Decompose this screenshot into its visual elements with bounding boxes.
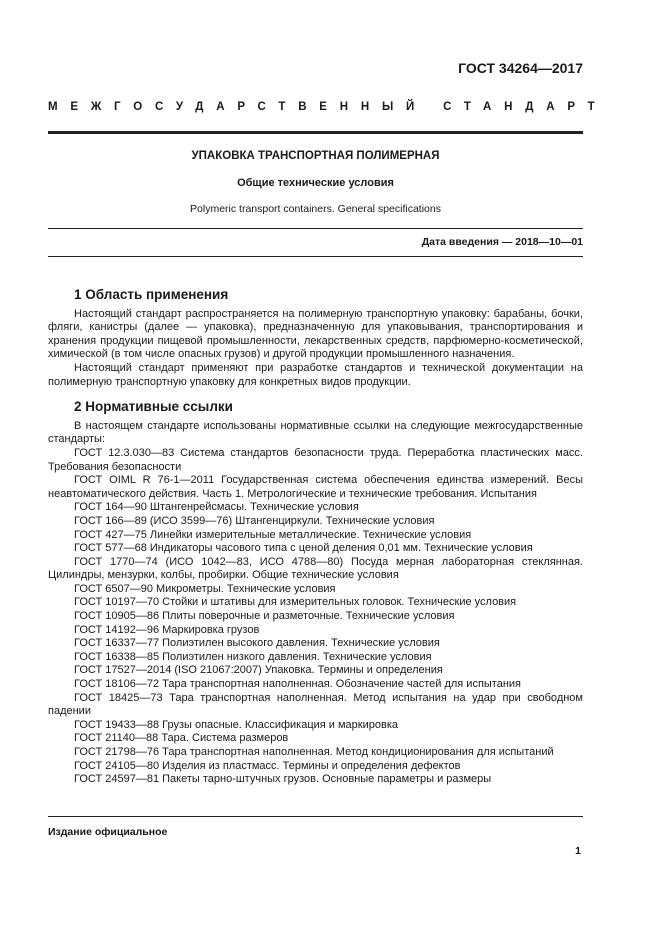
reference-item: ГОСТ 21798—76 Тара транспортная наполненная. Метод кондиционирования для испытаний (74, 746, 554, 758)
page-number: 1 (575, 845, 581, 857)
section-1-paragraph: Настоящий стандарт применяют при разработке стандартов и технической документации на полимерную транспортную упаковку для конкретных видов продукции. (48, 361, 583, 388)
section-1-paragraph: Настоящий стандарт распространяется на полимерную транспортную упаковку: барабаны, бочки, фляги, канистры (далее — упаковка), предназначенную для упаковывания, транспортирования и хранения продукции пищевой промышленности, лекарственных средств, парфюмерно-косметической, химической (в том числе опасных грузов) и другой продукции промышленного назначения. (48, 307, 583, 361)
section-1-heading: 1 Область применения (74, 287, 229, 302)
date-divider (48, 256, 583, 257)
reference-item: ГОСТ 164—90 Штангенрейсмасы. Технические условия (74, 501, 359, 514)
reference-item: ГОСТ 166—89 (ИСО 3599—76) Штангенциркули. Технические условия (74, 514, 435, 527)
reference-item: ГОСТ 10197—70 Стойки и штативы для измерительных головок. Технические условия (74, 596, 517, 609)
reference-item: ГОСТ 16338—85 Полиэтилен низкого давления. Технические условия (74, 650, 432, 663)
interstate-standard-label: МЕЖГОСУДАРСТВЕННЫЙ СТАНДАРТ (48, 101, 608, 113)
english-title: Polymeric transport containers. General specifications (190, 203, 441, 215)
reference-item: ГОСТ 14192—96 Маркировка грузов (74, 623, 260, 636)
reference-item: ГОСТ 577—68 Индикаторы часового типа с ценой деления 0,01 мм. Технические условия (74, 542, 533, 555)
reference-item: ГОСТ 16337—77 Полиэтилен высокого давления. Технические условия (74, 637, 440, 650)
reference-item: ГОСТ OIML R 76-1—2011 Государственная система обеспечения единства измерений. Весы неавтоматического действия. Часть 1. Метрологические и технические требования. Испытания (48, 474, 583, 500)
reference-item: ГОСТ 17527—2014 (ISO 21067:2007) Упаковка. Термины и определения (74, 664, 443, 677)
section-2-heading: 2 Нормативные ссылки (74, 399, 233, 415)
reference-item: ГОСТ 6507—90 Микрометры. Технические условия (74, 582, 336, 595)
standard-number: ГОСТ 34264—2017 (458, 60, 583, 76)
title-divider (48, 228, 583, 229)
document-title: УПАКОВКА ТРАНСПОРТНАЯ ПОЛИМЕРНАЯ (191, 150, 440, 162)
section-2-intro: В настоящем стандарте использованы нормативные ссылки на следующие межгосударственные стандарты: (48, 419, 583, 446)
reference-item: ГОСТ 12.3.030—83 Система стандартов безопасности труда. Переработка пластических масс. Требования безопасности (48, 446, 583, 473)
reference-item: ГОСТ 1770—74 (ИСО 1042—83, ИСО 4788—80) Посуда мерная лабораторная стеклянная. Цилиндры, мензурки, колбы, пробирки. Общие технические условия (48, 555, 583, 582)
reference-item: ГОСТ 19433—88 Грузы опасные. Классификация и маркировка (74, 718, 398, 731)
document-subtitle: Общие технические условия (237, 177, 394, 189)
reference-item: ГОСТ 24105—80 Изделия из пластмасс. Термины и определения дефектов (74, 759, 461, 772)
official-edition-label: Издание официальное (48, 826, 168, 838)
reference-item: ГОСТ 18425—73 Тара транспортная наполненная. Метод испытания на удар при свободном падении (48, 691, 583, 718)
footer-divider (48, 816, 583, 817)
header-divider (48, 131, 583, 134)
reference-item: ГОСТ 427—75 Линейки измерительные металлические. Технические условия (74, 528, 472, 541)
reference-item: ГОСТ 18106—72 Тара транспортная наполненная. Обозначение частей для испытания (74, 678, 522, 691)
reference-item: ГОСТ 10905—86 Плиты поверочные и разметочные. Технические условия (74, 610, 455, 623)
introduction-date: Дата введения — 2018—10—01 (421, 236, 583, 248)
reference-item: ГОСТ 21140—88 Тара. Система размеров (74, 732, 289, 745)
document-body (48, 288, 583, 787)
reference-item: ГОСТ 24597—81 Пакеты тарно-штучных грузов. Основные параметры и размеры (74, 773, 492, 786)
